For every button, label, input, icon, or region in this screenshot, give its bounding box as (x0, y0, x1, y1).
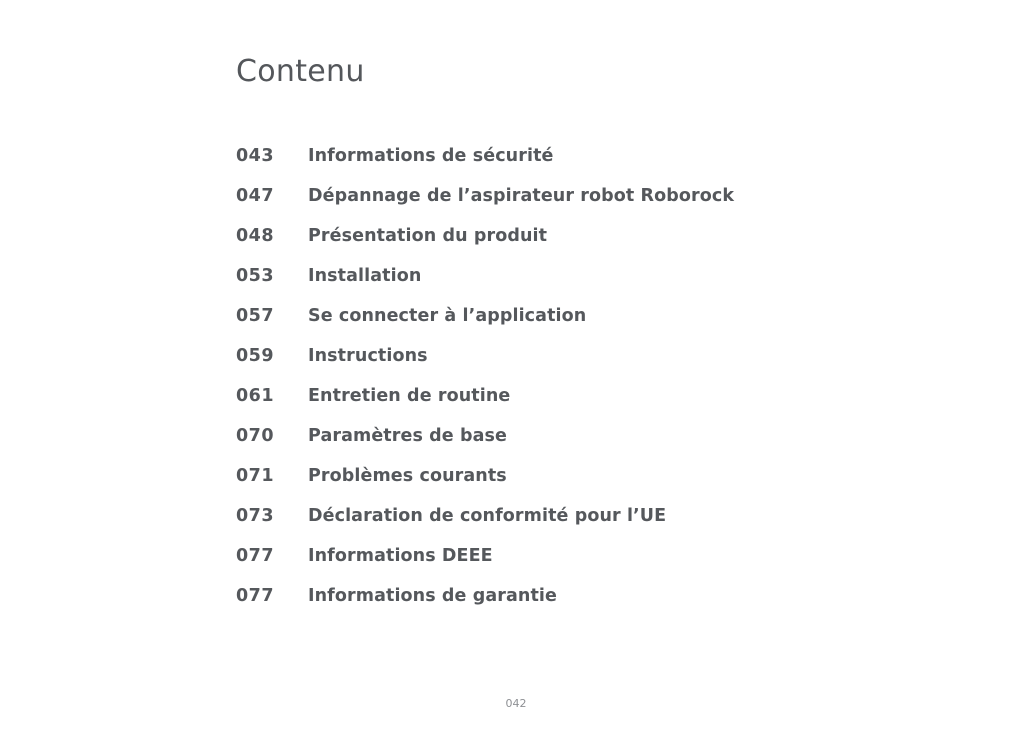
toc-entry-label: Informations de sécurité (308, 146, 554, 166)
toc-page-number: 077 (236, 586, 275, 606)
toc-entry-label: Informations de garantie (308, 586, 557, 606)
toc-entry[interactable] (236, 496, 734, 536)
toc-entry[interactable] (236, 416, 734, 456)
toc-entry-label: Se connecter à l’application (308, 306, 587, 326)
toc-entry-label: Paramètres de base (308, 426, 507, 446)
table-of-contents (236, 136, 734, 616)
toc-page-number: 061 (236, 386, 275, 406)
toc-entry[interactable] (236, 176, 734, 216)
toc-entry-label: Instructions (308, 346, 428, 366)
toc-entry-label: Dépannage de l’aspirateur robot Roborock (308, 186, 735, 206)
toc-entry[interactable] (236, 536, 734, 576)
page-title: Contenu (236, 54, 365, 89)
toc-entry-label: Entretien de routine (308, 386, 511, 406)
toc-entry-label: Présentation du produit (308, 226, 548, 246)
toc-page-number: 048 (236, 226, 275, 246)
toc-entry[interactable] (236, 576, 734, 616)
toc-entry-label: Déclaration de conformité pour l’UE (308, 506, 667, 526)
toc-entry-label: Problèmes courants (308, 466, 507, 486)
toc-page-number: 077 (236, 546, 275, 566)
toc-page-number: 043 (236, 146, 275, 166)
toc-page-number: 073 (236, 506, 275, 526)
toc-page-number: 053 (236, 266, 275, 286)
toc-entry[interactable] (236, 376, 734, 416)
toc-entry[interactable] (236, 256, 734, 296)
toc-entry-label: Informations DEEE (308, 546, 493, 566)
toc-page-number: 070 (236, 426, 275, 446)
page-number: 042 (505, 697, 527, 710)
toc-entry[interactable] (236, 456, 734, 496)
toc-page-number: 057 (236, 306, 275, 326)
toc-page-number: 059 (236, 346, 275, 366)
toc-entry-label: Installation (308, 266, 422, 286)
toc-entry[interactable] (236, 216, 734, 256)
toc-page-number: 071 (236, 466, 275, 486)
toc-entry[interactable] (236, 296, 734, 336)
toc-entry[interactable] (236, 336, 734, 376)
toc-page-number: 047 (236, 186, 275, 206)
toc-entry[interactable] (236, 136, 734, 176)
